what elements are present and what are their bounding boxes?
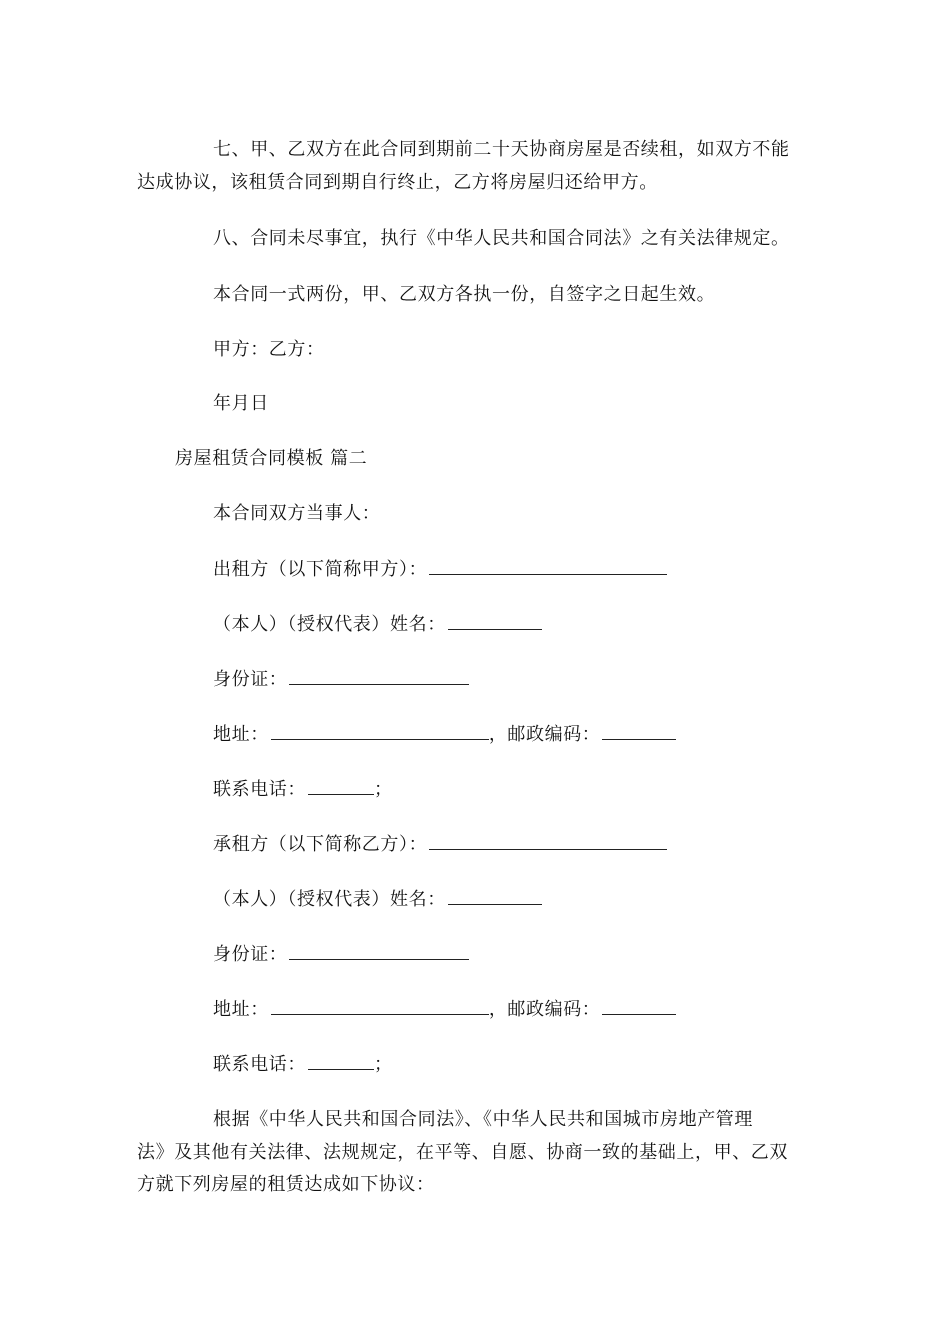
lessor-phone-label: 联系电话： [213, 779, 306, 800]
lessee-phone-label: 联系电话： [213, 1054, 306, 1075]
lessor-rep-blank[interactable] [448, 613, 542, 630]
lessor-phone-field [213, 778, 393, 802]
basis-line3: 方就下列房屋的租赁达成如下协议： [137, 1174, 435, 1195]
lessee-name-blank[interactable] [429, 833, 667, 850]
lessee-phone-field [213, 1053, 393, 1077]
section-heading: 房屋租赁合同模板 篇二 [175, 448, 368, 469]
lessee-id-blank[interactable] [289, 943, 469, 960]
lessor-address-label: 地址： [213, 724, 269, 745]
lessor-title-label: 出租方（以下简称甲方）： [213, 559, 428, 580]
lessee-address-field [213, 998, 676, 1022]
lessor-phone-blank[interactable] [308, 778, 374, 795]
lessor-id-blank[interactable] [289, 668, 469, 685]
lessor-postcode-label: ，邮政编码： [488, 724, 601, 745]
lessor-title-field [213, 558, 667, 582]
lessee-id-label: 身份证： [213, 944, 288, 965]
lessor-phone-end: ； [374, 779, 393, 800]
lessee-title-field [213, 833, 667, 857]
lessee-title-label: 承租方（以下简称乙方）： [213, 834, 428, 855]
lessee-rep-field [213, 888, 542, 912]
copies-text: 本合同一式两份，甲、乙双方各执一份，自签字之日起生效。 [213, 284, 716, 305]
lessor-address-blank[interactable] [271, 723, 489, 740]
lessor-name-blank[interactable] [429, 558, 667, 575]
basis-line2: 法》及其他有关法律、法规规定，在平等、自愿、协商一致的基础上，甲、乙双 [137, 1142, 788, 1163]
lessee-phone-end: ； [374, 1054, 393, 1075]
lessee-postcode-blank[interactable] [602, 998, 676, 1015]
lessor-rep-label: （本人）（授权代表）姓名： [213, 614, 446, 635]
lessor-id-field [213, 668, 469, 692]
lessor-postcode-blank[interactable] [602, 723, 676, 740]
lessee-postcode-label: ，邮政编码： [488, 999, 601, 1020]
section7-line1: 七、甲、乙双方在此合同到期前二十天协商房屋是否续租，如双方不能 [213, 139, 790, 160]
section8-text: 八、合同未尽事宜，执行《中华人民共和国合同法》之有关法律规定。 [213, 228, 790, 249]
lessor-rep-field [213, 613, 542, 637]
lessee-rep-blank[interactable] [448, 888, 542, 905]
lessor-address-field [213, 723, 676, 747]
lessee-address-blank[interactable] [271, 998, 489, 1015]
parties-intro: 本合同双方当事人： [213, 503, 381, 524]
basis-line1: 根据《中华人民共和国合同法》、《中华人民共和国城市房地产管理 [213, 1109, 753, 1130]
lessee-phone-blank[interactable] [308, 1053, 374, 1070]
lessor-id-label: 身份证： [213, 669, 288, 690]
date-line: 年月日 [213, 393, 269, 414]
section7-line2: 达成协议，该租赁合同到期自行终止，乙方将房屋归还给甲方。 [137, 172, 658, 193]
signatures-line: 甲方：乙方： [213, 339, 325, 360]
lessee-address-label: 地址： [213, 999, 269, 1020]
lessee-rep-label: （本人）（授权代表）姓名： [213, 889, 446, 910]
lessee-id-field [213, 943, 469, 967]
